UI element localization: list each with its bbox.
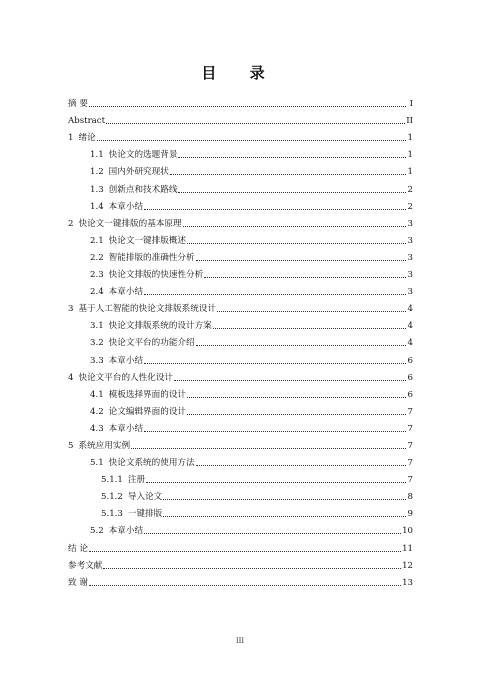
toc-entry[interactable] <box>68 263 413 280</box>
toc-entry-page: 4 <box>407 338 413 349</box>
toc-entry-title: 快论文排版的快速性分析 <box>108 270 204 281</box>
toc-entry-number: 4.3 <box>90 423 104 434</box>
toc-entry-page: 12 <box>402 560 413 571</box>
toc-leader-dots <box>144 293 406 295</box>
toc-entry-page: 11 <box>402 543 413 554</box>
toc-entry-title: 致 谢 <box>68 577 88 588</box>
toc-entry-title: 快论文系统的使用方法 <box>108 458 195 469</box>
toc-entry-number: 5.1.2 <box>101 492 123 503</box>
toc-leader-dots <box>187 242 406 244</box>
toc-entry[interactable] <box>68 314 413 331</box>
toc-entry-number: 2 <box>68 218 74 229</box>
toc-entry-title: 摘 要 <box>68 99 88 110</box>
toc-entry[interactable] <box>68 536 413 553</box>
toc-entry-page: II <box>406 116 413 127</box>
toc-entry-title: 注册 <box>127 475 146 486</box>
toc-leader-dots <box>163 498 406 500</box>
toc-entry-title: 快论文平台的人性化设计 <box>78 372 174 383</box>
toc-entry[interactable] <box>68 434 413 451</box>
toc-entry-page: 7 <box>407 475 413 486</box>
toc-entry-page: 6 <box>407 389 413 400</box>
toc-entry[interactable] <box>68 297 413 314</box>
toc-entry-number: 4 <box>68 372 74 383</box>
toc-entry-title: 国内外研究现状 <box>108 167 169 178</box>
toc-leader-dots <box>196 259 406 261</box>
toc-entry-number: 5 <box>68 440 74 451</box>
toc-entry[interactable] <box>68 554 413 571</box>
toc-leader-dots <box>146 481 406 483</box>
toc-leader-dots <box>131 447 406 449</box>
toc-entry-page: 7 <box>407 406 413 417</box>
toc-leader-dots <box>106 122 405 124</box>
toc-entry[interactable] <box>68 519 413 536</box>
toc-entry[interactable] <box>68 109 413 126</box>
toc-entry[interactable] <box>68 348 413 365</box>
toc-entry-page: 2 <box>407 201 413 212</box>
toc-entry-page: 3 <box>407 287 413 298</box>
toc-entry[interactable] <box>68 468 413 485</box>
toc-entry[interactable] <box>68 195 413 212</box>
toc-entry[interactable] <box>68 366 413 383</box>
toc-entry-number: 3.3 <box>90 355 104 366</box>
toc-entry-number: 2.3 <box>90 270 104 281</box>
toc-entry-page: I <box>409 99 413 110</box>
toc-entry-number: 2.2 <box>90 252 104 263</box>
toc-leader-dots <box>174 379 406 381</box>
toc-entry-page: 13 <box>402 577 413 588</box>
toc-entry-number: 1.3 <box>90 184 104 195</box>
toc-leader-dots <box>144 208 406 210</box>
toc-entry-page: 7 <box>407 458 413 469</box>
toc-entry-number: 1.1 <box>90 150 104 161</box>
toc-entry-page: 1 <box>407 167 413 178</box>
toc-entry-number: 5.1.1 <box>101 475 123 486</box>
toc-leader-dots <box>144 430 406 432</box>
toc-entry-title: 结 论 <box>68 543 88 554</box>
toc-entry-page: 3 <box>407 218 413 229</box>
toc-entry-title: 智能排版的准确性分析 <box>108 252 195 263</box>
toc-entry[interactable] <box>68 177 413 194</box>
toc-entry-page: 3 <box>407 270 413 281</box>
toc-entry-number: 1 <box>68 133 74 144</box>
toc-entry-number: 5.2 <box>90 526 104 537</box>
toc-entry-number: 2.4 <box>90 287 104 298</box>
toc-entry[interactable] <box>68 485 413 502</box>
toc-entry-page: 6 <box>407 355 413 366</box>
toc-entry-title: 快论文平台的功能介绍 <box>108 338 195 349</box>
toc-entry-title: 快论文的选题背景 <box>108 150 178 161</box>
toc-entry-title: 模板选择界面的设计 <box>108 389 187 400</box>
toc-leader-dots <box>89 105 406 107</box>
toc-entry[interactable] <box>68 92 413 109</box>
toc-entry[interactable] <box>68 502 413 519</box>
toc-entry-page: 6 <box>407 372 413 383</box>
toc-entry-title: Abstract <box>68 116 106 127</box>
toc-entry[interactable] <box>68 246 413 263</box>
toc-entry-number: 2.1 <box>90 235 104 246</box>
toc-entry-title: 基于人工智能的快论文排版系统设计 <box>78 304 216 315</box>
toc-entry[interactable] <box>68 212 413 229</box>
toc-leader-dots <box>144 362 406 364</box>
toc-leader-dots <box>178 191 406 193</box>
toc-entry-page: 1 <box>407 150 413 161</box>
toc-entry-page: 8 <box>407 492 413 503</box>
toc-entry-title: 绪论 <box>78 133 96 144</box>
toc-leader-dots <box>217 310 406 312</box>
toc-leader-dots <box>103 567 401 569</box>
toc-leader-dots <box>183 225 406 227</box>
toc-entry-page: 3 <box>407 235 413 246</box>
toc-entry[interactable] <box>68 451 413 468</box>
toc-entry-title: 导入论文 <box>127 492 163 503</box>
toc-entry-number: 3.2 <box>90 338 104 349</box>
toc-entry-page: 7 <box>407 423 413 434</box>
toc-entry-title: 系统应用实例 <box>78 440 131 451</box>
toc-entry[interactable] <box>68 126 413 143</box>
toc-entry-title: 论文编辑界面的设计 <box>108 406 187 417</box>
toc-leader-dots <box>89 550 401 552</box>
toc-leader-dots <box>196 344 406 346</box>
toc-entry-title: 本章小结 <box>108 287 144 298</box>
toc-list <box>68 92 413 588</box>
toc-entry-title: 快论文排版系统的设计方案 <box>108 321 212 332</box>
toc-entry-number: 4.2 <box>90 406 104 417</box>
toc-entry-number: 1.2 <box>90 167 104 178</box>
toc-entry-title: 参考文献 <box>68 560 103 571</box>
toc-leader-dots <box>170 173 406 175</box>
toc-entry[interactable] <box>68 229 413 246</box>
toc-leader-dots <box>89 584 401 586</box>
toc-entry[interactable] <box>68 280 413 297</box>
toc-leader-dots <box>213 327 406 329</box>
toc-leader-dots <box>187 413 406 415</box>
toc-entry-page: 7 <box>407 440 413 451</box>
toc-entry-number: 4.1 <box>90 389 104 400</box>
toc-entry-title: 本章小结 <box>108 526 144 537</box>
toc-entry[interactable] <box>68 571 413 588</box>
toc-entry[interactable] <box>68 417 413 434</box>
toc-entry-page: 3 <box>407 252 413 263</box>
toc-entry[interactable] <box>68 400 413 417</box>
toc-title: 目 录 <box>201 64 279 82</box>
toc-entry-page: 4 <box>407 304 413 315</box>
toc-entry-title: 本章小结 <box>108 423 144 434</box>
toc-entry-number: 3 <box>68 304 74 315</box>
toc-entry-title: 本章小结 <box>108 355 144 366</box>
toc-entry-title: 创新点和技术路线 <box>108 184 178 195</box>
toc-leader-dots <box>97 139 406 141</box>
toc-entry-number: 5.1.3 <box>101 509 123 520</box>
toc-entry-number: 3.1 <box>90 321 104 332</box>
toc-entry-page: 10 <box>402 526 413 537</box>
toc-entry-title: 快论文一键排版概述 <box>108 235 187 246</box>
toc-entry-number: 5.1 <box>90 458 104 469</box>
toc-leader-dots <box>196 464 406 466</box>
page-number: III <box>235 637 245 645</box>
toc-leader-dots <box>163 515 406 517</box>
toc-leader-dots <box>178 156 406 158</box>
toc-entry-title: 快论文一键排版的基本原理 <box>78 218 182 229</box>
toc-entry-number: 1.4 <box>90 201 104 212</box>
toc-entry-page: 4 <box>407 321 413 332</box>
toc-entry-title: 本章小结 <box>108 201 144 212</box>
toc-entry-page: 2 <box>407 184 413 195</box>
toc-leader-dots <box>204 276 406 278</box>
toc-entry[interactable] <box>68 160 413 177</box>
toc-leader-dots <box>144 532 401 534</box>
toc-entry[interactable] <box>68 331 413 348</box>
toc-entry-title: 一键排版 <box>127 509 163 520</box>
toc-entry[interactable] <box>68 143 413 160</box>
toc-entry-page: 9 <box>407 509 413 520</box>
toc-entry[interactable] <box>68 383 413 400</box>
toc-entry-page: 1 <box>407 133 413 144</box>
toc-leader-dots <box>187 396 406 398</box>
